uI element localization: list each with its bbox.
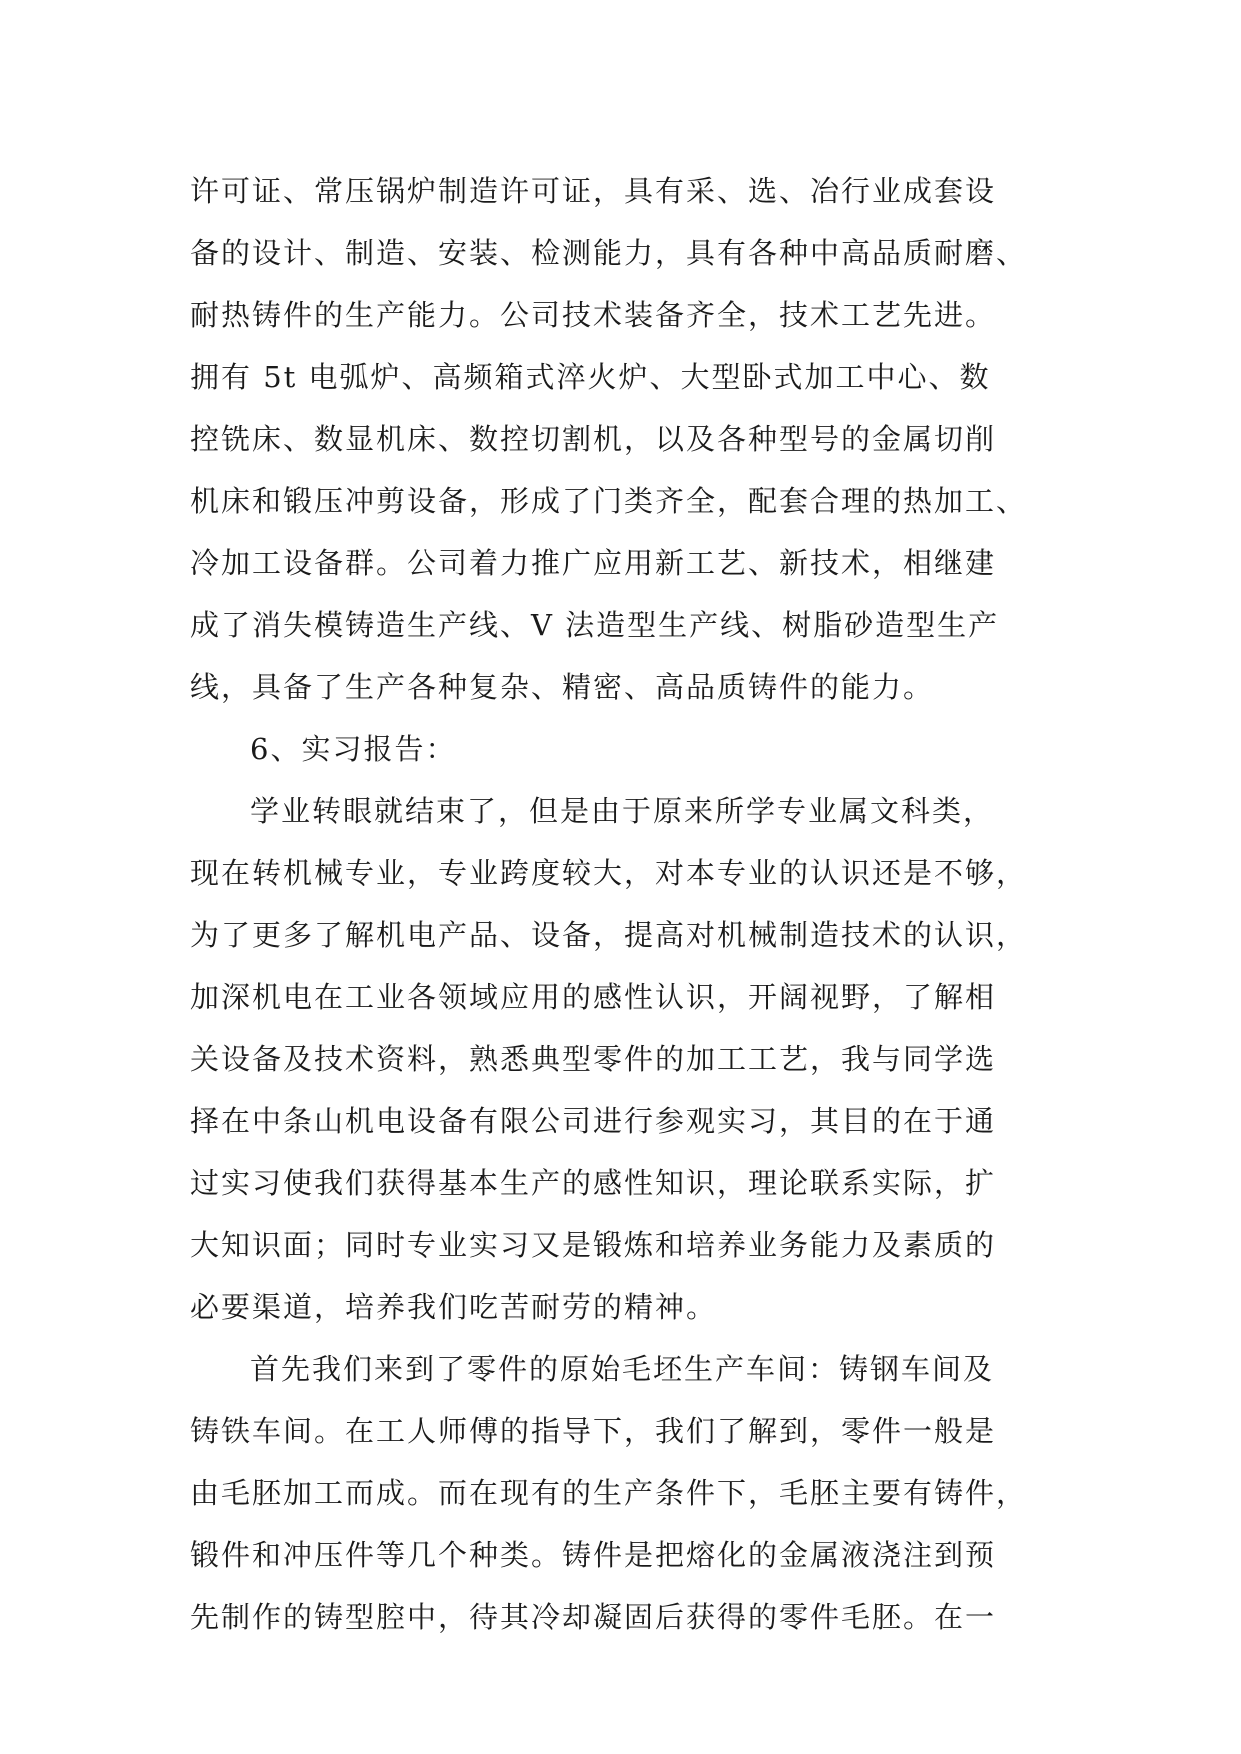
text-line: 必要渠道，培养我们吃苦耐劳的精神。 — [190, 1290, 718, 1324]
text-line: 关设备及技术资料，熟悉典型零件的加工工艺，我与同学选 — [190, 1042, 997, 1076]
text-line: 加深机电在工业各领域应用的感性认识，开阔视野，了解相 — [190, 980, 997, 1014]
text-line: 首先我们来到了零件的原始毛坯生产车间：铸钢车间及 — [250, 1352, 995, 1386]
text-line: 拥有 5t 电弧炉、高频箱式淬火炉、大型卧式加工中心、数 — [190, 360, 991, 394]
section-heading-internship-report — [190, 718, 1060, 780]
text-line: 耐热铸件的生产能力。公司技术装备齐全，技术工艺先进。 — [190, 298, 997, 332]
text-line: 锻件和冲压件等几个种类。铸件是把熔化的金属液浇注到预 — [190, 1538, 997, 1572]
text-line: 铸铁车间。在工人师傅的指导下，我们了解到，零件一般是 — [190, 1414, 997, 1448]
text-line: 现在转机械专业，专业跨度较大，对本专业的认识还是不够， — [190, 856, 1028, 890]
text-line: 学业转眼就结束了，但是由于原来所学专业属文科类， — [250, 794, 995, 828]
text-line: 为了更多了解机电产品、设备，提高对机械制造技术的认识， — [190, 918, 1028, 952]
text-line: 过实习使我们获得基本生产的感性知识，理论联系实际，扩 — [190, 1166, 997, 1200]
text-line: 备的设计、制造、安装、检测能力，具有各种中高品质耐磨、 — [190, 236, 1028, 270]
document-body — [190, 160, 1060, 1648]
text-line: 由毛胚加工而成。而在现有的生产条件下，毛胚主要有铸件， — [190, 1476, 1028, 1510]
paragraph-company-capabilities — [190, 160, 1060, 718]
paragraph-casting-workshop — [190, 1338, 1060, 1648]
text-line: 择在中条山机电设备有限公司进行参观实习，其目的在于通 — [190, 1104, 997, 1138]
section-heading-text: 6、实习报告： — [250, 732, 457, 766]
text-line: 冷加工设备群。公司着力推广应用新工艺、新技术，相继建 — [190, 546, 997, 580]
text-line: 机床和锻压冲剪设备，形成了门类齐全，配套合理的热加工、 — [190, 484, 1028, 518]
text-line: 大知识面；同时专业实习又是锻炼和培养业务能力及素质的 — [190, 1228, 997, 1262]
text-line: 许可证、常压锅炉制造许可证，具有采、选、冶行业成套设 — [190, 174, 997, 208]
text-line: 控铣床、数显机床、数控切割机，以及各种型号的金属切削 — [190, 422, 997, 456]
text-line: 先制作的铸型腔中，待其冷却凝固后获得的零件毛胚。在一 — [190, 1600, 997, 1634]
paragraph-internship-purpose — [190, 780, 1060, 1338]
text-line: 线，具备了生产各种复杂、精密、高品质铸件的能力。 — [190, 670, 935, 704]
text-line: 成了消失模铸造生产线、V 法造型生产线、树脂砂造型生产 — [190, 608, 1000, 642]
